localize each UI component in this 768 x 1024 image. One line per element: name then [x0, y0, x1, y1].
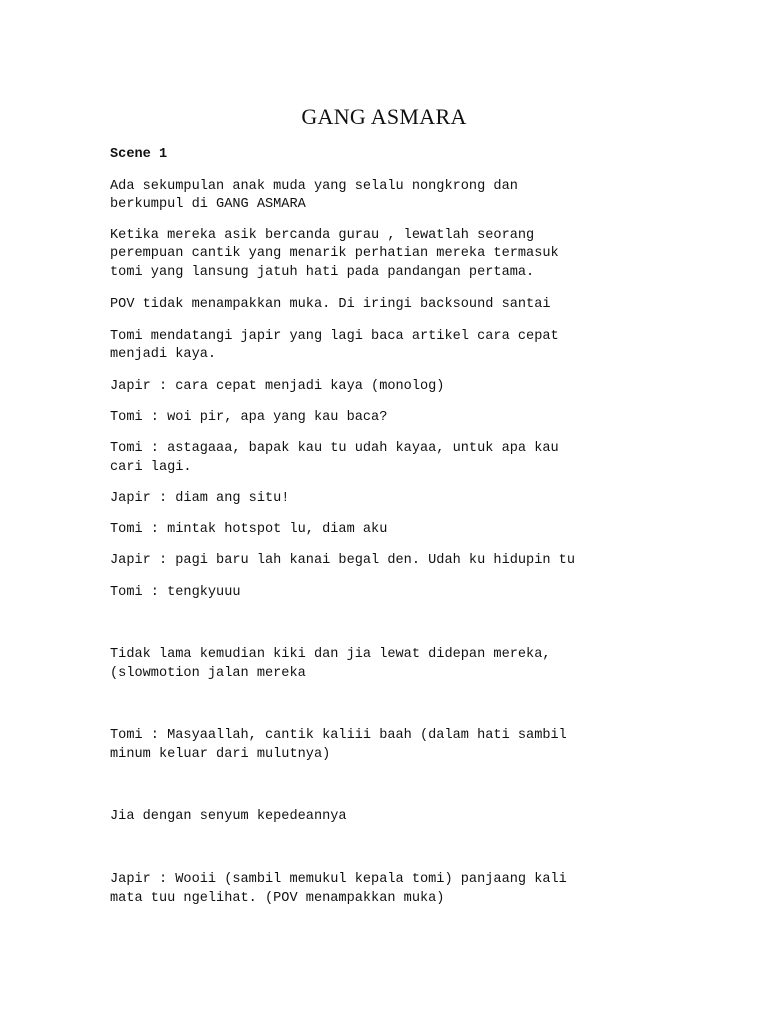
paragraph-line: POV tidak menampakkan muka. Di iringi backsound santai — [110, 297, 551, 312]
dialogue-line: minum keluar dari mulutnya) — [110, 747, 331, 762]
dialogue-line: Japir : Wooii (sambil memukul kepala tomi) panjaang kali — [110, 872, 567, 887]
paragraph-line: Jia dengan senyum kepedeannya — [110, 809, 347, 824]
dialogue-line: Japir : pagi baru lah kanai begal den. Udah ku hidupin tu — [110, 553, 575, 568]
dialogue-line: Tomi : mintak hotspot lu, diam aku — [110, 522, 388, 537]
dialogue-line: Tomi : woi pir, apa yang kau baca? — [110, 410, 388, 425]
paragraph-line: perempuan cantik yang menarik perhatian mereka termasuk — [110, 246, 559, 261]
paragraph-line: menjadi kaya. — [110, 347, 217, 362]
dialogue-line: Tomi : astagaaa, bapak kau tu udah kayaa, untuk apa kau — [110, 441, 559, 456]
dialogue-line: Japir : diam ang situ! — [110, 491, 290, 506]
dialogue-line: Tomi : tengkyuuu — [110, 585, 241, 600]
paragraph-line: berkumpul di GANG ASMARA — [110, 197, 306, 212]
dialogue-line: Tomi : Masyaallah, cantik kaliii baah (dalam hati sambil — [110, 728, 567, 743]
dialogue-line: cari lagi. — [110, 460, 192, 475]
document-title: GANG ASMARA — [301, 104, 467, 129]
paragraph-line: (slowmotion jalan mereka — [110, 666, 306, 681]
dialogue-line: Japir : cara cepat menjadi kaya (monolog) — [110, 379, 445, 394]
scene-heading: Scene 1 — [110, 147, 168, 162]
paragraph-line: Tidak lama kemudian kiki dan jia lewat didepan mereka, — [110, 647, 551, 662]
paragraph-line: Tomi mendatangi japir yang lagi baca artikel cara cepat — [110, 329, 559, 344]
paragraph-line: Ada sekumpulan anak muda yang selalu nongkrong dan — [110, 179, 518, 194]
dialogue-line: mata tuu ngelihat. (POV menampakkan muka) — [110, 891, 445, 906]
paragraph-line: Ketika mereka asik bercanda gurau , lewatlah seorang — [110, 228, 535, 243]
paragraph-line: tomi yang lansung jatuh hati pada pandangan pertama. — [110, 265, 535, 280]
